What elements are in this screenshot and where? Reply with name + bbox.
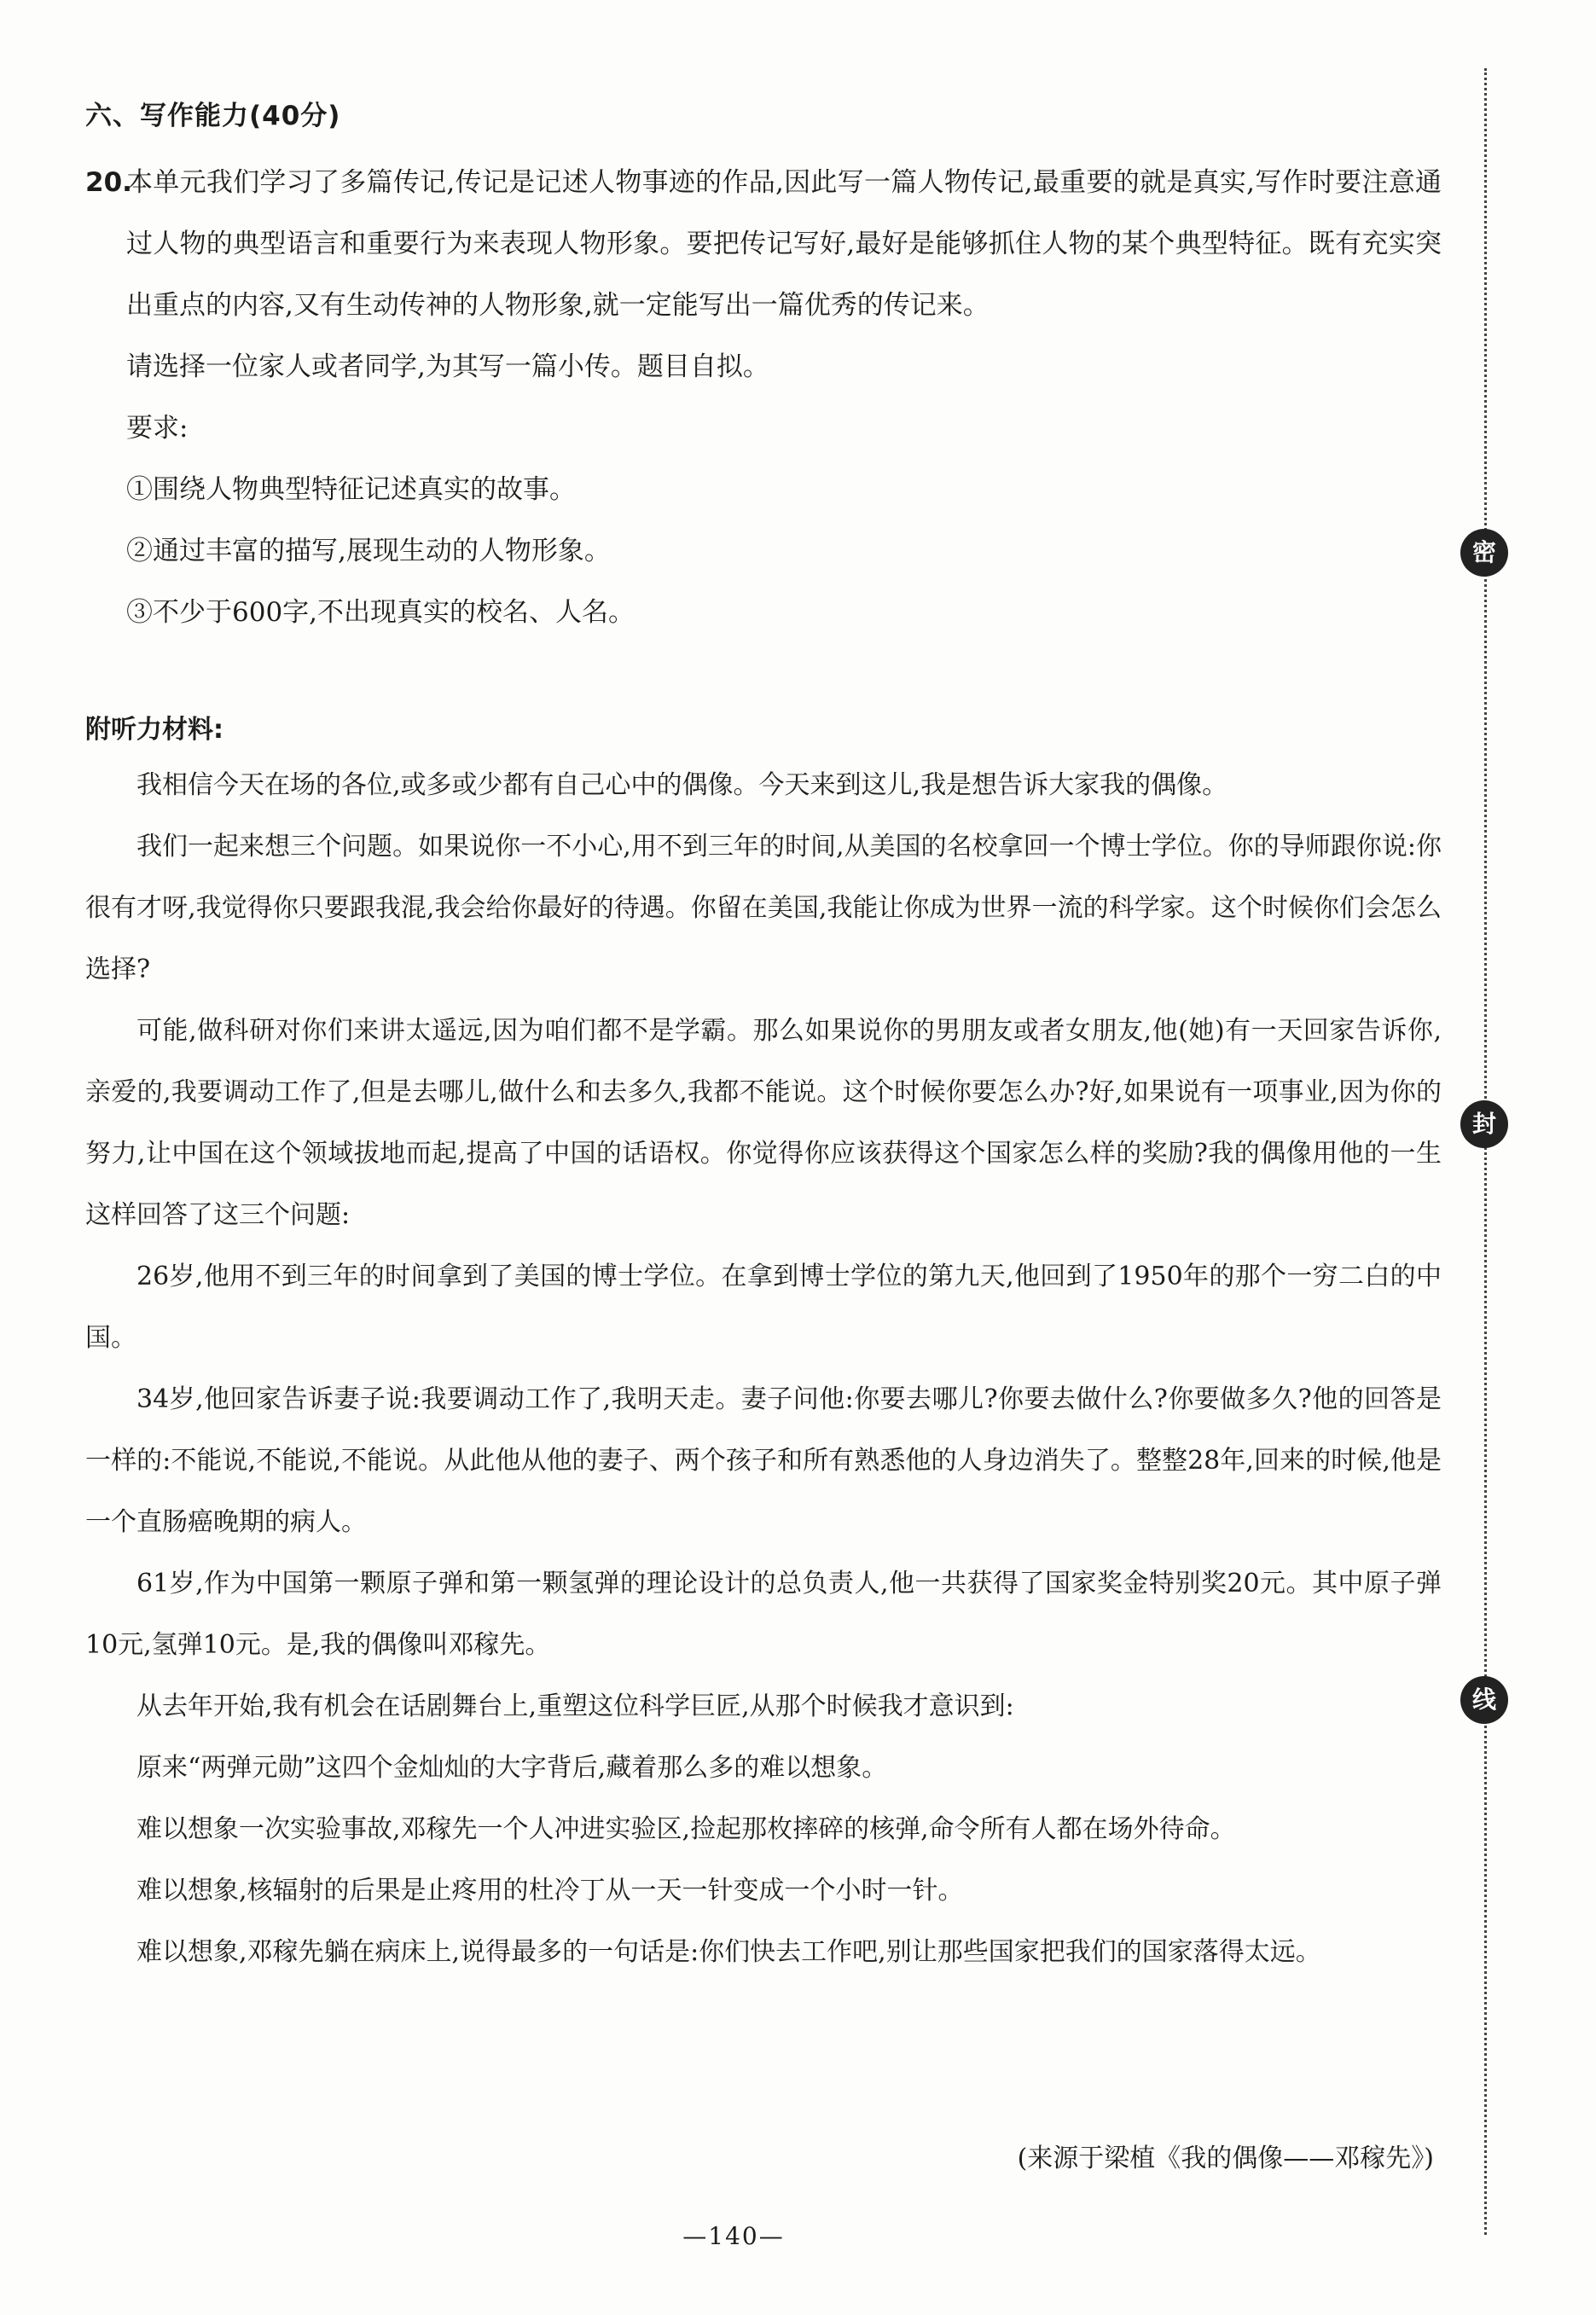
requirement-item: ①围绕人物典型特征记述真实的故事。: [126, 474, 576, 505]
page-number: —140—: [682, 2222, 785, 2250]
question-20: [85, 152, 1442, 643]
source-citation: (来源于梁植《我的偶像——邓稼先》): [1017, 2144, 1434, 2173]
seal-mark-mi: 密: [1460, 529, 1508, 577]
requirement-item: ③不少于600字,不出现真实的校名、人名。: [126, 597, 635, 628]
listening-paragraph: 我相信今天在场的各位,或多或少都有自己心中的偶像。今天来到这儿,我是想告诉大家我的偶像。: [136, 770, 1228, 800]
listening-paragraph: 可能,做科研对你们来讲太遥远,因为咱们都不是学霸。那么如果说你的男朋友或者女朋友,他(她)有一天回家告诉你,亲爱的,我要调动工作了,但是去哪儿,做什么和去多久,我都不能说。这个时候你要怎么办?好,如果说有一项事业,因为你的努力,让中国在这个领域拔地而起,提高了中国的话语权。你觉得你应该获得这个国家怎么样的奖励?我的偶像用他的一生这样回答了这三个问题:: [85, 1016, 1442, 1230]
listening-paragraph: 难以想象一次实验事故,邓稼先一个人冲进实验区,捡起那枚摔碎的核弹,命令所有人都在场外待命。: [136, 1814, 1236, 1844]
requirement-item: ②通过丰富的描写,展现生动的人物形象。: [126, 536, 611, 566]
listening-paragraph: 34岁,他回家告诉妻子说:我要调动工作了,我明天走。妻子问他:你要去哪儿?你要去做什么?你要做多久?他的回答是一样的:不能说,不能说,不能说。从此他从他的妻子、两个孩子和所有熟悉他的人身边消失了。整整28年,回来的时候,他是一个直肠癌晚期的病人。: [85, 1384, 1442, 1537]
seal-mark-feng: 封: [1460, 1100, 1508, 1148]
binding-dotted-line: [1484, 68, 1487, 2235]
listening-paragraph: 26岁,他用不到三年的时间拿到了美国的博士学位。在拿到博士学位的第九天,他回到了1950年的那个一穷二白的中国。: [85, 1262, 1442, 1353]
appendix-title: 附听力材料:: [85, 715, 223, 745]
section-title: 六、写作能力(40分): [85, 101, 341, 131]
listening-paragraph: 难以想象,邓稼先躺在病床上,说得最多的一句话是:你们快去工作吧,别让那些国家把我们的国家落得太远。: [136, 1937, 1321, 1967]
listening-paragraph: 从去年开始,我有机会在话剧舞台上,重塑这位科学巨匠,从那个时候我才意识到:: [136, 1691, 1014, 1721]
listening-paragraph: 难以想象,核辐射的后果是止疼用的杜冷丁从一天一针变成一个小时一针。: [136, 1876, 964, 1906]
task-text: 请选择一位家人或者同学,为其写一篇小传。题目自拟。: [126, 351, 769, 382]
listening-paragraph: 我们一起来想三个问题。如果说你一不小心,用不到三年的时间,从美国的名校拿回一个博士学位。你的导师跟你说:你很有才呀,我觉得你只要跟我混,我会给你最好的待遇。你留在美国,我能让你成为世界一流的科学家。这个时候你们会怎么选择?: [85, 832, 1442, 984]
requirements-label: 要求:: [126, 413, 189, 444]
question-text: 本单元我们学习了多篇传记,传记是记述人物事迹的作品,因此写一篇人物传记,最重要的就是真实,写作时要注意通过人物的典型语言和重要行为来表现人物形象。要把传记写好,最好是能够抓住人物的某个典型特征。既有充实突出重点的内容,又有生动传神的人物形象,就一定能写出一篇优秀的传记来。: [126, 167, 1442, 321]
listening-material: [85, 755, 1442, 1983]
question-number: 20.: [85, 167, 132, 198]
listening-paragraph: 原来“两弹元勋”这四个金灿灿的大字背后,藏着那么多的难以想象。: [136, 1753, 888, 1783]
seal-mark-xian: 线: [1460, 1676, 1508, 1724]
listening-paragraph: 61岁,作为中国第一颗原子弹和第一颗氢弹的理论设计的总负责人,他一共获得了国家奖金特别奖20元。其中原子弹10元,氢弹10元。是,我的偶像叫邓稼先。: [85, 1569, 1442, 1660]
